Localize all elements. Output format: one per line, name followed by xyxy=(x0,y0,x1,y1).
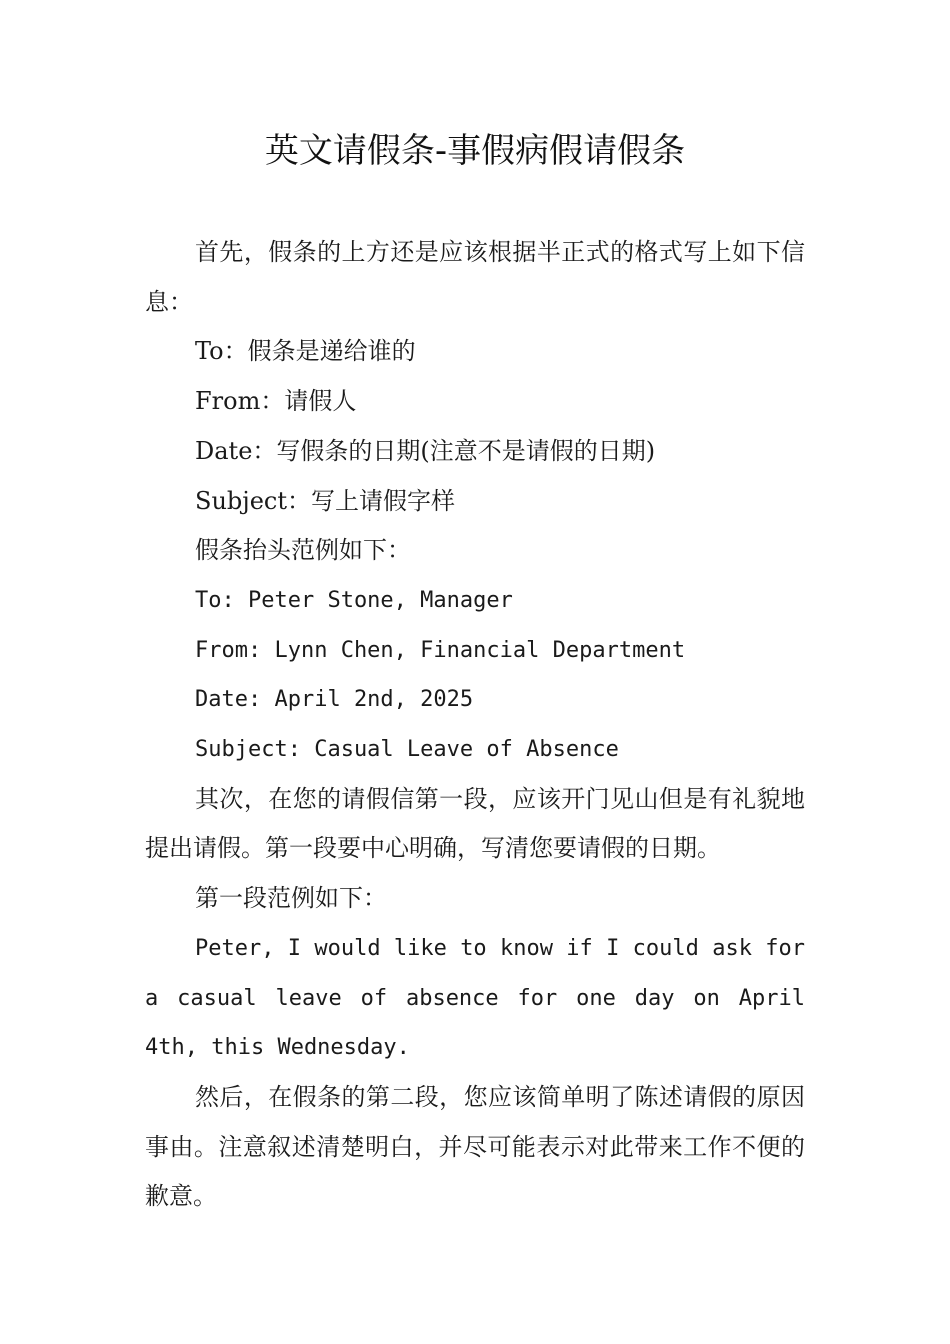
third-intro-paragraph: 然后，在假条的第二段，您应该简单明了陈述请假的原因事由。注意叙述清楚明白，并尽可能表示对此带来工作不便的歉意。 xyxy=(145,1082,805,1211)
document-title: 英文请假条-事假病假请假条 xyxy=(264,131,686,171)
field-date-line: Date：写假条的日期(注意不是请假的日期) xyxy=(195,436,656,465)
example-from-line: From: Lynn Chen, Financial Department xyxy=(195,637,686,663)
intro-paragraph: 首先，假条的上方还是应该根据半正式的格式写上如下信息： xyxy=(145,238,805,316)
first-paragraph-example-intro: 第一段范例如下： xyxy=(195,884,387,913)
example-date-line: Date: April 2nd, 2025 xyxy=(195,687,474,713)
field-to-line: To：假条是递给谁的 xyxy=(195,337,416,366)
field-subject-line: Subject：写上请假字样 xyxy=(195,486,455,515)
second-intro-paragraph: 其次，在您的请假信第一段，应该开门见山但是有礼貌地提出请假。第一段要中心明确，写清您要请假的日期。 xyxy=(145,784,805,863)
first-paragraph-example: Peter, I would like to know if I could ask for a casual leave of absence for one day on April 4th, this Wednesday. xyxy=(145,935,805,1061)
example-subject-line: Subject: Casual Leave of Absence xyxy=(195,737,619,763)
example-to-line: To: Peter Stone, Manager xyxy=(195,587,513,613)
field-from-line: From：请假人 xyxy=(195,387,357,416)
header-example-intro: 假条抬头范例如下： xyxy=(195,536,411,565)
document-body xyxy=(145,228,805,1222)
